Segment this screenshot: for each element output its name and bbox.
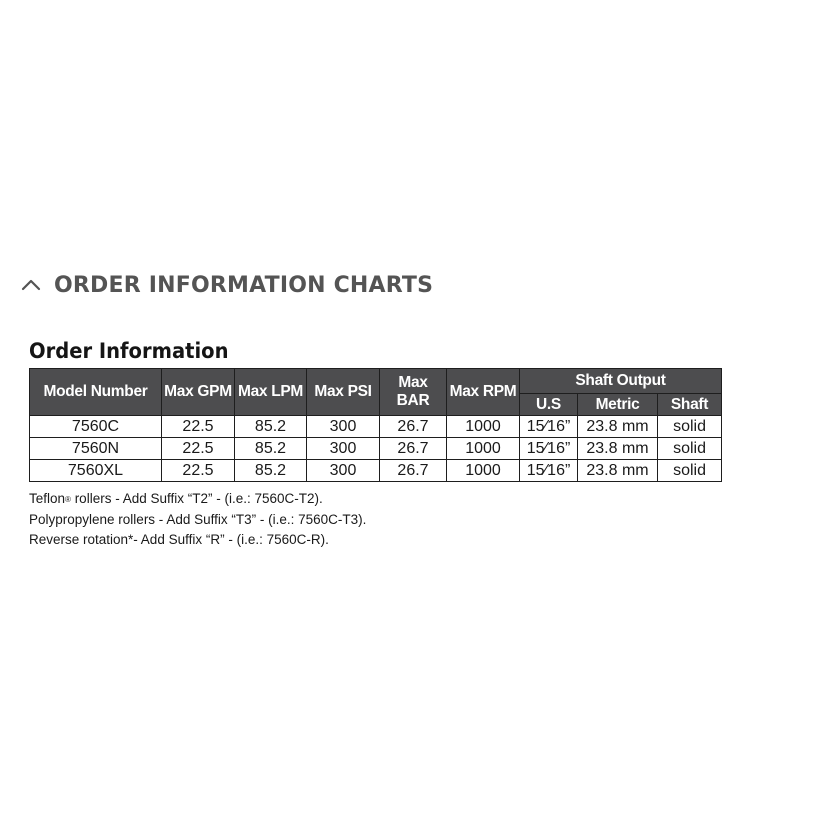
registered-mark: ® bbox=[65, 495, 71, 504]
header-max-bar-line1: Max bbox=[398, 374, 428, 391]
cell-lpm: 85.2 bbox=[235, 416, 307, 438]
table-row bbox=[30, 460, 722, 482]
cell-psi: 300 bbox=[307, 460, 380, 482]
header-shaft-type: Shaft bbox=[658, 394, 722, 416]
cell-rpm: 1000 bbox=[447, 438, 520, 460]
cell-lpm: 85.2 bbox=[235, 460, 307, 482]
header-max-lpm: Max LPM bbox=[235, 369, 307, 416]
cell-shaft-type: solid bbox=[658, 460, 722, 482]
cell-shaft-us: 15⁄16” bbox=[520, 460, 578, 482]
header-shaft-us: U.S bbox=[520, 394, 578, 416]
cell-shaft-metric: 23.8 mm bbox=[578, 438, 658, 460]
cell-bar: 26.7 bbox=[380, 460, 447, 482]
note-teflon-text: rollers - Add Suffix “T2” - (i.e.: 7560C-T2). bbox=[70, 491, 323, 506]
header-max-rpm: Max RPM bbox=[447, 369, 520, 416]
header-max-bar bbox=[380, 369, 447, 416]
header-max-psi: Max PSI bbox=[307, 369, 380, 416]
cell-shaft-us: 15⁄16” bbox=[520, 438, 578, 460]
note-teflon-prefix: Teflon bbox=[29, 491, 66, 506]
cell-gpm: 22.5 bbox=[162, 460, 235, 482]
cell-bar: 26.7 bbox=[380, 416, 447, 438]
cell-rpm: 1000 bbox=[447, 460, 520, 482]
cell-gpm: 22.5 bbox=[162, 416, 235, 438]
note-teflon bbox=[29, 489, 366, 510]
order-information-table bbox=[29, 368, 722, 482]
header-shaft-output: Shaft Output bbox=[520, 369, 722, 394]
note-reverse-rotation: Reverse rotation*- Add Suffix “R” - (i.e.: 7560C-R). bbox=[29, 532, 329, 547]
chevron-up-icon bbox=[20, 274, 42, 296]
cell-lpm: 85.2 bbox=[235, 438, 307, 460]
cell-shaft-metric: 23.8 mm bbox=[578, 460, 658, 482]
header-max-bar-line2: BAR bbox=[396, 392, 430, 409]
cell-bar: 26.7 bbox=[380, 438, 447, 460]
order-notes bbox=[29, 489, 366, 551]
header-max-gpm: Max GPM bbox=[162, 369, 235, 416]
header-shaft-metric: Metric bbox=[578, 394, 658, 416]
cell-model: 7560N bbox=[30, 438, 162, 460]
cell-shaft-metric: 23.8 mm bbox=[578, 416, 658, 438]
cell-shaft-type: solid bbox=[658, 438, 722, 460]
cell-model: 7560XL bbox=[30, 460, 162, 482]
cell-psi: 300 bbox=[307, 438, 380, 460]
cell-shaft-type: solid bbox=[658, 416, 722, 438]
order-information-charts-toggle[interactable] bbox=[20, 268, 433, 302]
section-title: ORDER INFORMATION CHARTS bbox=[54, 272, 434, 298]
cell-rpm: 1000 bbox=[447, 416, 520, 438]
table-row bbox=[30, 416, 722, 438]
order-information-title: Order Information bbox=[29, 339, 229, 363]
cell-gpm: 22.5 bbox=[162, 438, 235, 460]
table-row bbox=[30, 438, 722, 460]
cell-shaft-us: 15⁄16” bbox=[520, 416, 578, 438]
note-polypropylene: Polypropylene rollers - Add Suffix “T3” - (i.e.: 7560C-T3). bbox=[29, 511, 367, 527]
header-model-number: Model Number bbox=[30, 369, 162, 416]
cell-model: 7560C bbox=[30, 416, 162, 438]
cell-psi: 300 bbox=[307, 416, 380, 438]
